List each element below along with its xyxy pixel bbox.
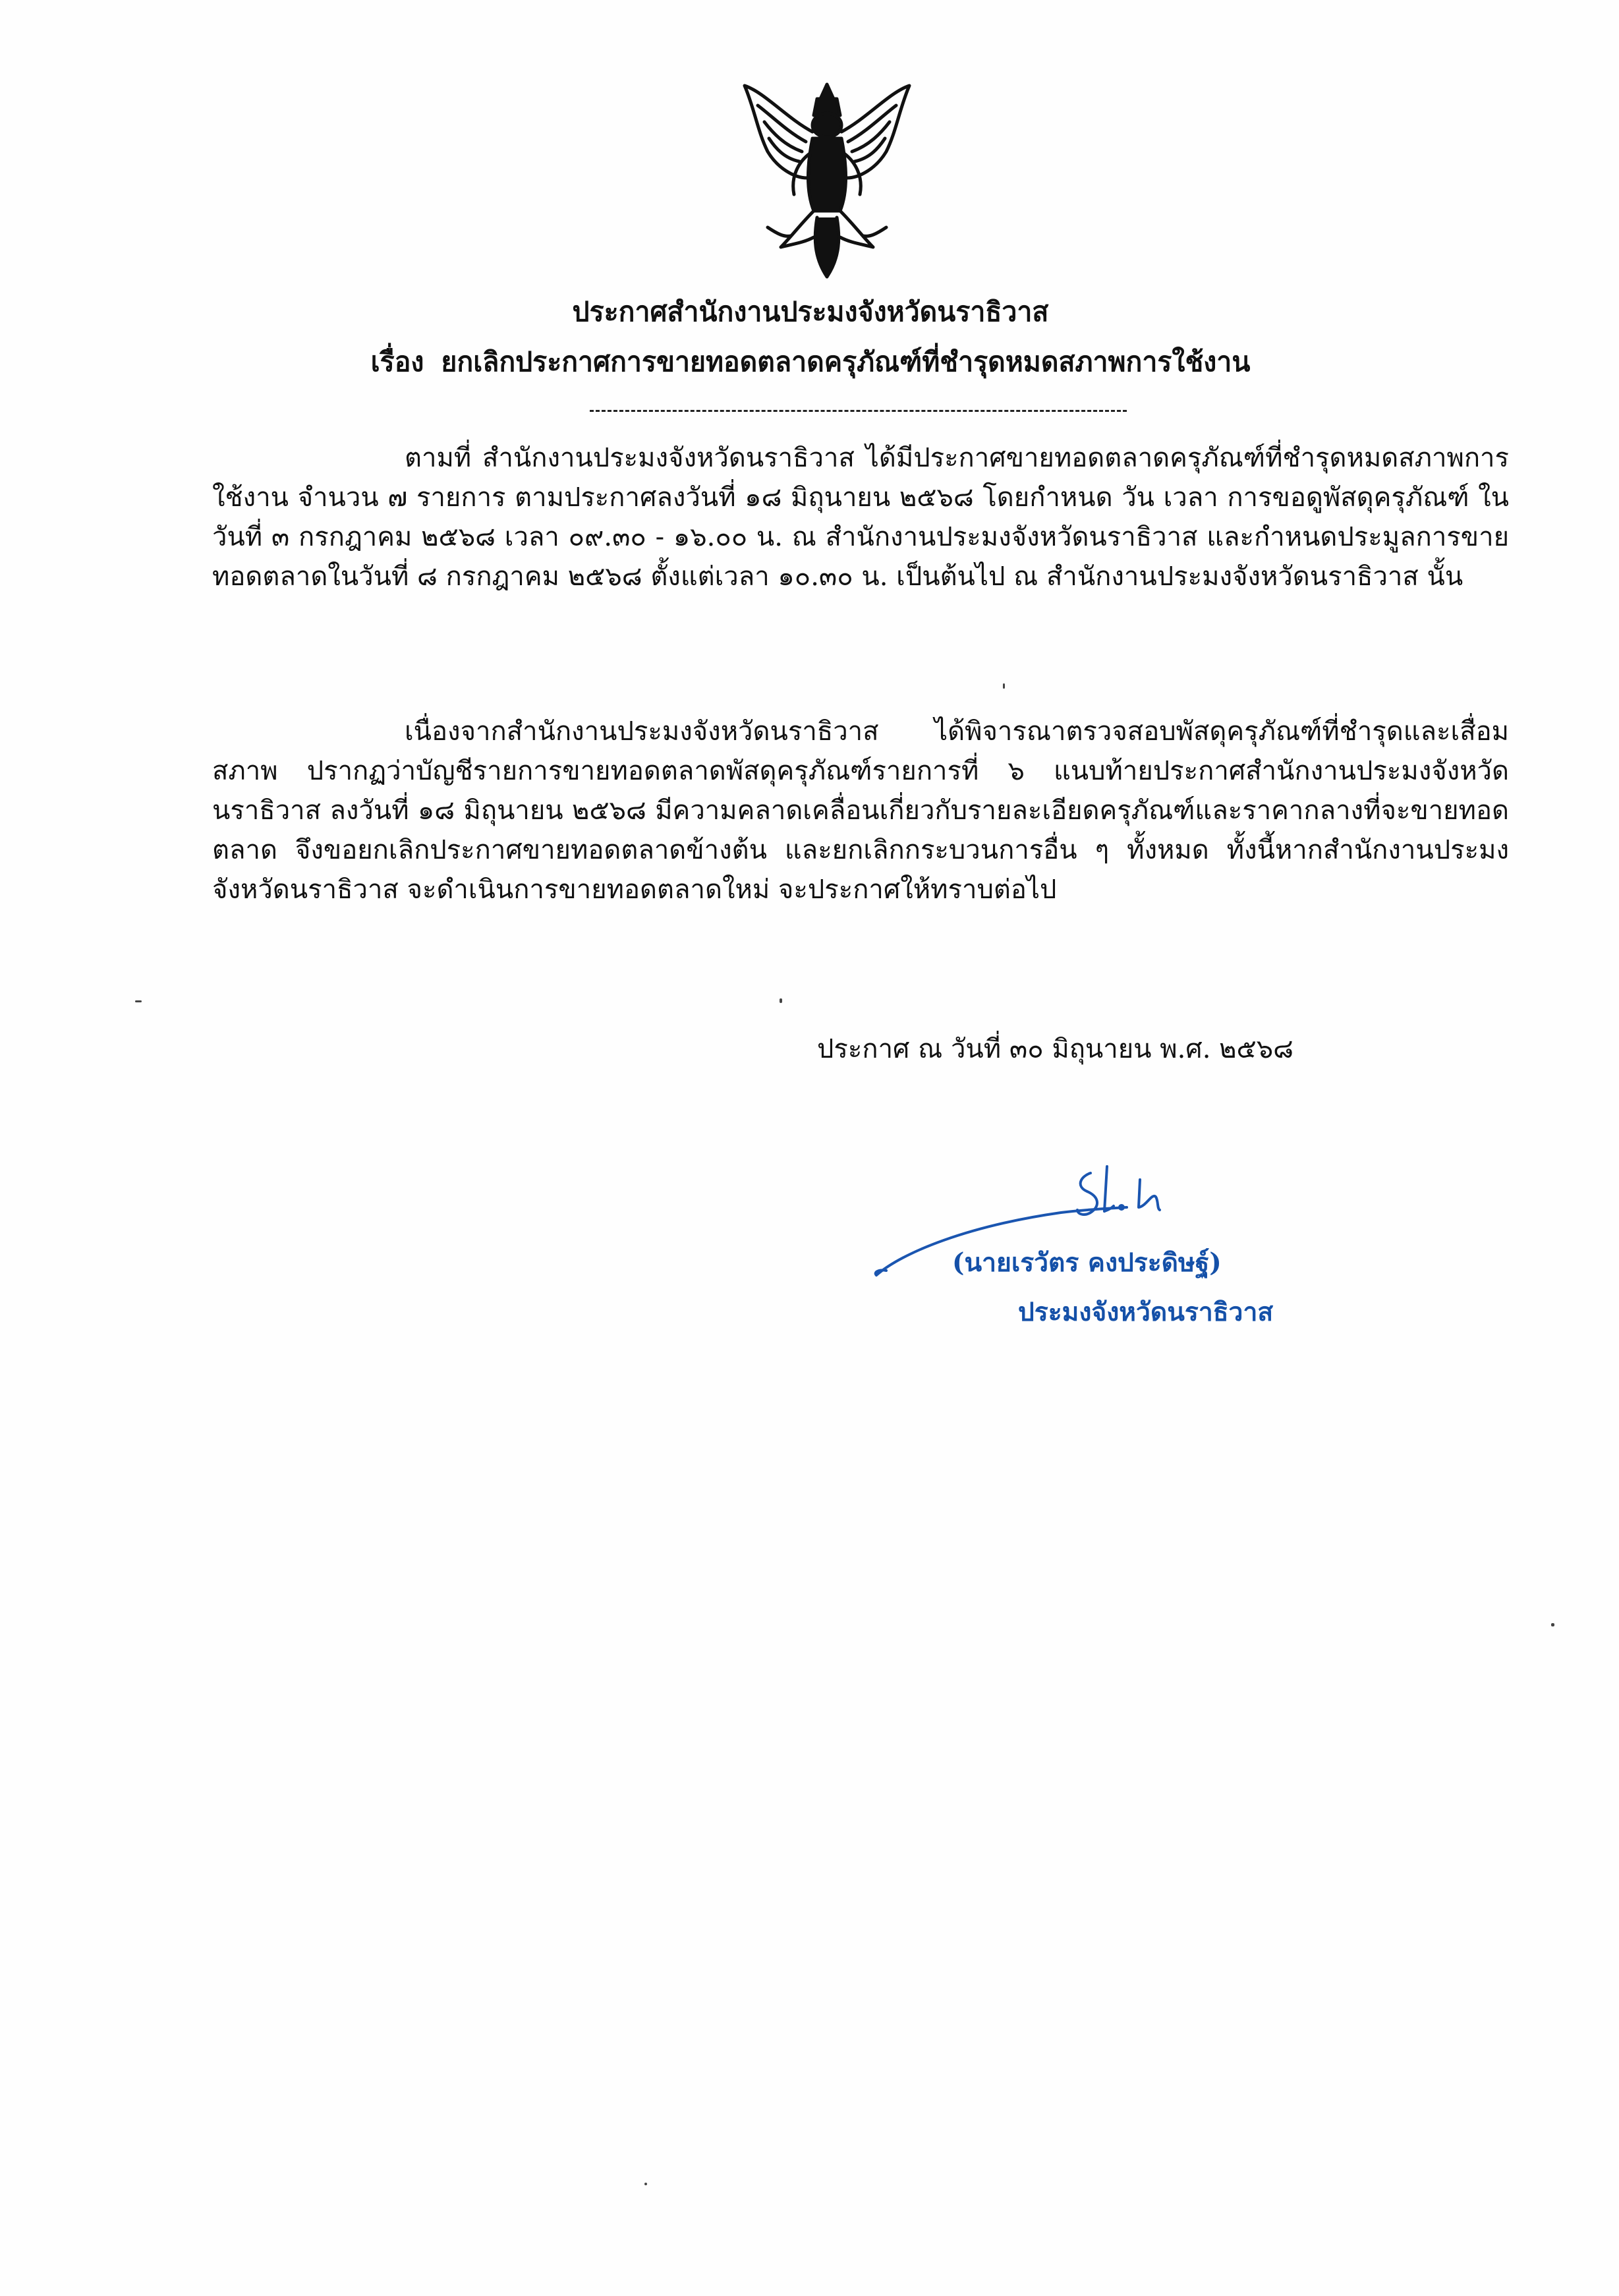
document-header: [198, 287, 1423, 387]
subject-label: เรื่อง: [370, 346, 424, 378]
body-paragraph-2-block: [212, 712, 1509, 909]
garuda-emblem-icon: [728, 79, 926, 283]
document-subject: ยกเลิกประกาศการขายทอดตลาดครุภัณฑ์ที่ชำรุดหมดสภาพการใช้งาน: [441, 346, 1251, 378]
signer-position: ประมงจังหวัดนราธิวาส: [1018, 1297, 1274, 1327]
document-title: ประกาศสำนักงานประมงจังหวัดนราธิวาส: [572, 296, 1049, 328]
scan-speck: [780, 998, 782, 1003]
title-divider: [590, 410, 1127, 412]
body-paragraph: ตามที่ สำนักงานประมงจังหวัดนราธิวาส ได้มีประกาศขายทอดตลาดครุภัณฑ์ที่ชำรุดหมดสภาพการใช้งาน จำนวน ๗ รายการ ตามประกาศลงวันที่ ๑๘ มิถุนายน ๒๕๖๘ โดยกำหนด วัน เวลา การขอดูพัสดุครุภัณฑ์ ในวันที่ ๓ กรกฎาคม ๒๕๖๘ เวลา ๐๙.๓๐ - ๑๖.๐๐ น. ณ สำนักงานประมงจังหวัดนราธิวาส และกำหนดประมูลการขายทอดตลาดในวันที่ ๘ กรกฎาคม ๒๕๖๘ ตั้งแต่เวลา ๑๐.๓๐ น. เป็นต้นไป ณ สำนักงานประมงจังหวัดนราธิวาส นั้น: [212, 443, 1509, 592]
scan-speck: [1551, 1623, 1554, 1626]
signer-name: (นายเรวัตร คงประดิษฐ์): [952, 1248, 1222, 1278]
body-paragraph-1-block: [212, 438, 1509, 596]
scan-speck: [135, 1000, 142, 1002]
body-paragraph: เนื่องจากสำนักงานประมงจังหวัดนราธิวาส ได้พิจารณาตรวจสอบพัสดุครุภัณฑ์ที่ชำรุดและเสื่อมสภาพ ปรากฏว่าบัญชีรายการขายทอดตลาดพัสดุครุภัณฑ์รายการที่ ๖ แนบท้ายประกาศสำนักงานประมงจังหวัดนราธิวาส ลงวันที่ ๑๘ มิถุนายน ๒๕๖๘ มีความคลาดเคลื่อนเกี่ยวกับรายละเอียดครุภัณฑ์และราคากลางที่จะขายทอดตลาด จึงขอยกเลิกประกาศขายทอดตลาดข้างต้น และยกเลิกกระบวนการอื่น ๆ ทั้งหมด ทั้งนี้หากสำนักงานประมงจังหวัดนราธิวาส จะดำเนินการขายทอดตลาดใหม่ จะประกาศให้ทราบต่อไป: [212, 716, 1509, 905]
document-subject-line: [198, 337, 1423, 387]
announcement-date: ประกาศ ณ วันที่ ๓๐ มิถุนายน พ.ศ. ๒๕๖๘: [817, 1034, 1294, 1064]
scan-speck: [1003, 683, 1005, 689]
scan-speck: [644, 2183, 647, 2185]
